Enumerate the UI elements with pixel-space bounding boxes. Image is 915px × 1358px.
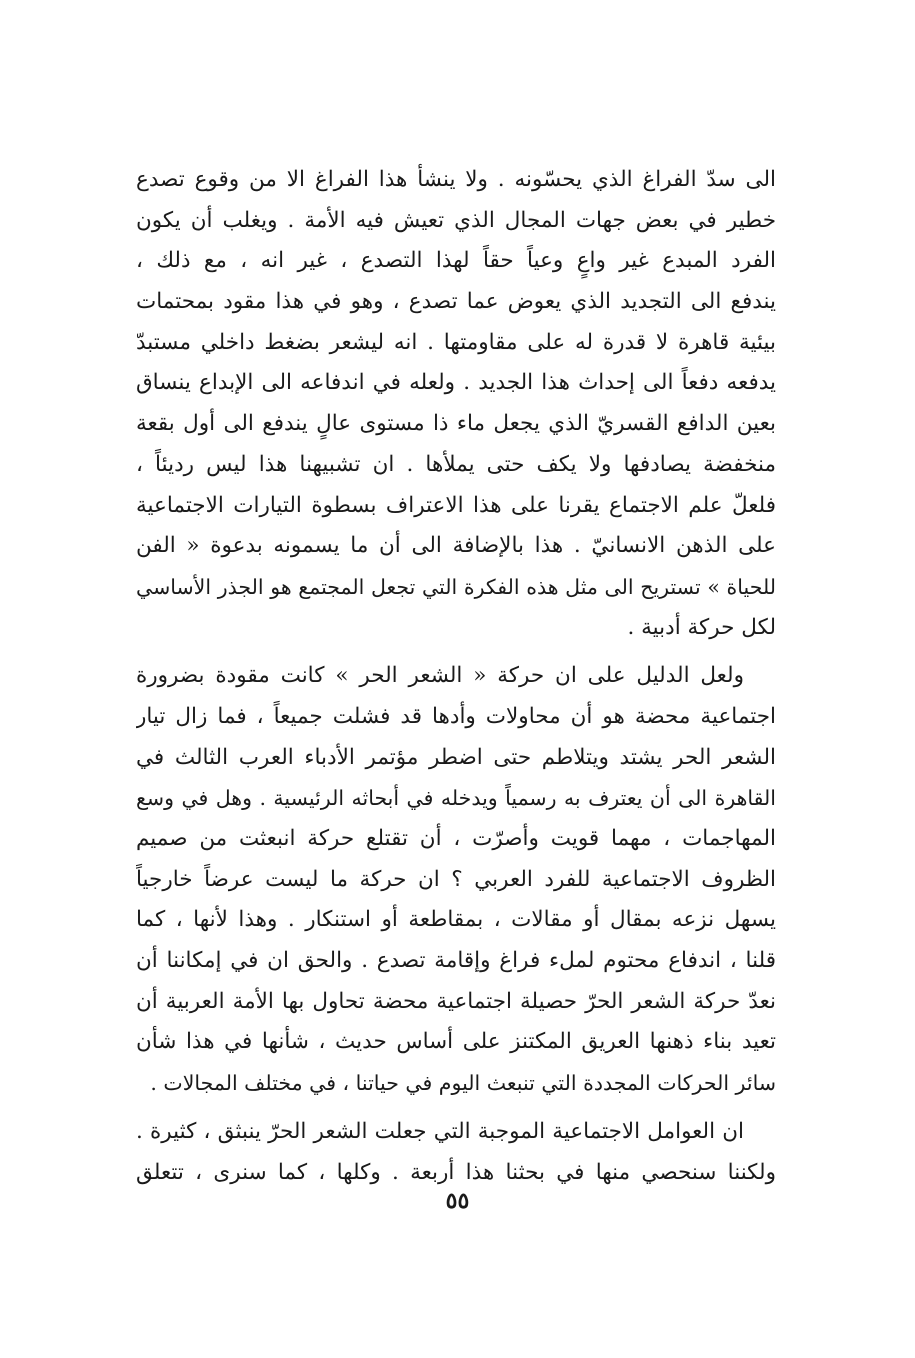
text-line: سائر الحركات المجددة التي تنبعث اليوم في حياتنا ، في مختلف المجالات . <box>150 1071 776 1096</box>
text-line: ان العوامل الاجتماعية الموجبة التي جعلت الشعر الحرّ ينبثق ، كثيرة . <box>136 1118 744 1144</box>
text-line: بيئية قاهرة لا قدرة له على مقاومتها . انه ليشعر بضغط داخلي مستبدّ <box>136 329 776 355</box>
text-line: للحياة » تستريح الى مثل هذه الفكرة التي تجعل المجتمع هو الجذر الأساسي <box>136 574 776 599</box>
text-line: المهاجمات ، مهما قويت وأصرّت ، أن تقتلع حركة انبعثت من صميم <box>136 826 776 851</box>
page-body <box>136 160 776 1193</box>
page-number: ٥٥ <box>445 1188 470 1214</box>
text-line: الظروف الاجتماعية للفرد العربي ؟ ان حركة ما ليست عرضاً خارجياً <box>136 866 776 892</box>
text-line: لكل حركة أدبية . <box>627 614 776 640</box>
text-line: خطير في بعض جهات المجال الذي تعيش فيه الأمة . ويغلب أن يكون <box>136 207 776 233</box>
text-line: الفرد المبدع غير واعٍ وعياً حقاً لهذا التصدع ، غير انه ، مع ذلك ، <box>136 248 776 274</box>
text-line: ولعل الدليل على ان حركة « الشعر الحر » كانت مقودة بضرورة <box>136 663 744 689</box>
text-line: تعيد بناء ذهنها العريق المكتنز على أساس حديث ، شأنها في هذا شأن <box>136 1029 776 1055</box>
text-line: الشعر الحر يشتد ويتلاطم حتى اضطر مؤتمر الأدباء العرب الثالث في <box>136 744 776 770</box>
text-line: القاهرة الى أن يعترف به رسمياً ويدخله في أبحاثه الرئيسية . وهل في وسع <box>136 786 776 811</box>
paragraph <box>136 160 776 648</box>
text-line: يندفع الى التجديد الذي يعوض عما تصدع ، وهو في هذا مقود بمحتمات <box>136 289 776 315</box>
text-line: يسهل نزعه بمقال أو مقالات ، بمقاطعة أو استنكار . وهذا لأنها ، كما <box>136 907 776 933</box>
text-line: على الذهن الانسانيّ . هذا بالإضافة الى أن ما يسمونه بدعوة « الفن <box>136 533 776 559</box>
text-line: الى سدّ الفراغ الذي يحسّونه . ولا ينشأ هذا الفراغ الا من وقوع تصدع <box>136 167 776 192</box>
text-line: قلنا ، اندفاع محتوم لملء فراغ وإقامة تصدع . والحق ان في إمكاننا أن <box>136 948 776 974</box>
text-line: بعين الدافع القسريّ الذي يجعل ماء ذا مستوى عالٍ يندفع الى أول بقعة <box>136 411 776 437</box>
text-line: اجتماعية محضة هو أن محاولات وأدها قد فشلت جميعاً ، فما زال تيار <box>136 703 776 729</box>
paragraph-gap <box>136 648 776 656</box>
text-line: منخفضة يصادفها ولا يكف حتى يملأها . ان تشبيهنا هذا ليس رديئاً ، <box>136 451 776 477</box>
text-line: فلعلّ علم الاجتماع يقرنا على هذا الاعتراف بسطوة التيارات الاجتماعية <box>136 492 776 518</box>
paragraph <box>136 1112 776 1193</box>
text-line: ولكننا سنحصي منها في بحثنا هذا أربعة . وكلها ، كما سنرى ، تتعلق <box>136 1159 776 1185</box>
paragraph <box>136 656 776 1104</box>
text-line: يدفعه دفعاً الى إحداث هذا الجديد . ولعله في اندفاعه الى الإبداع ينساق <box>136 370 776 396</box>
paragraph-gap <box>136 1104 776 1112</box>
text-line: نعدّ حركة الشعر الحرّ حصيلة اجتماعية محضة تحاول بها الأمة العربية أن <box>136 988 776 1014</box>
